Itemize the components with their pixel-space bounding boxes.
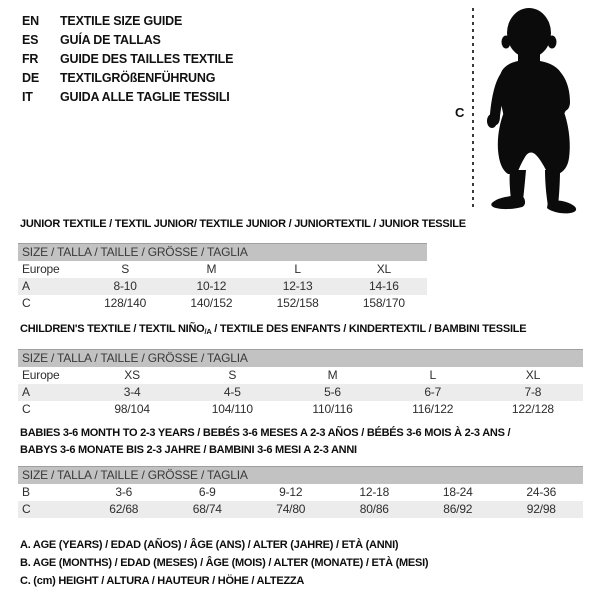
- table-row: [18, 278, 427, 295]
- height-cell: 86/92: [443, 502, 473, 516]
- junior-section-heading: JUNIOR TEXTILE / TEXTIL JUNIOR/ TEXTILE JUNIOR / JUNIORTEXTIL / JUNIOR TESSILE: [20, 218, 466, 230]
- children-size-table: [18, 349, 583, 418]
- age-cell: 14-16: [369, 279, 399, 293]
- age-cell: 10-12: [196, 279, 227, 293]
- height-cell: 62/68: [109, 502, 139, 516]
- height-cell: 116/122: [412, 402, 454, 416]
- language-code: FR: [22, 52, 39, 66]
- height-measure-label: C: [455, 105, 465, 120]
- baby-silhouette-image: [482, 4, 594, 214]
- babies-size-table: [18, 466, 583, 518]
- height-cell: 158/170: [362, 296, 405, 310]
- language-code: IT: [22, 90, 33, 104]
- table-row: [18, 261, 427, 278]
- babies-heading-line2: BABYS 3-6 MONATE BIS 2-3 JAHRE / BAMBINI 3-6 MESI A 2-3 ANNI: [20, 444, 357, 456]
- row-label: Europe: [22, 368, 60, 382]
- row-label: C: [22, 502, 31, 516]
- age-cell: 7-8: [524, 385, 542, 399]
- row-label: Europe: [22, 262, 60, 276]
- footnote-age-years: A. AGE (YEARS) / EDAD (AÑOS) / ÂGE (ANS) / ALTER (JAHRE) / ETÀ (ANNI): [20, 539, 399, 551]
- language-title: GUÍA DE TALLAS: [60, 33, 161, 47]
- size-cell: L: [294, 262, 301, 276]
- height-cell: 152/158: [276, 296, 319, 310]
- children-heading-post: / TEXTILE DES ENFANTS / KINDERTEXTIL / BAMBINI TESSILE: [211, 323, 527, 335]
- children-section-heading: [20, 321, 526, 340]
- row-label: C: [22, 402, 31, 416]
- size-cell: S: [228, 368, 237, 382]
- age-cell: 9-12: [279, 485, 303, 499]
- junior-size-header-bar: SIZE / TALLA / TAILLE / GRÖSSE / TAGLIA: [18, 243, 427, 261]
- language-code: EN: [22, 14, 39, 28]
- age-cell: 8-10: [113, 279, 137, 293]
- babies-size-header-bar: SIZE / TALLA / TAILLE / GRÖSSE / TAGLIA: [18, 466, 583, 484]
- size-cell: L: [429, 368, 436, 382]
- age-cell: 18-24: [442, 485, 473, 499]
- table-row: [18, 484, 583, 501]
- table-row: [18, 401, 583, 418]
- babies-heading-line1: BABIES 3-6 MONTH TO 2-3 YEARS / BEBÉS 3-6 MESES A 2-3 AÑOS / BÉBÉS 3-6 MOIS À 2-3 ANS /: [20, 427, 511, 439]
- footnote-height-cm: C. (cm) HEIGHT / ALTURA / HAUTEUR / HÖHE / ALTEZZA: [20, 575, 305, 587]
- height-cell: 140/152: [190, 296, 233, 310]
- height-cell: 74/80: [276, 502, 306, 516]
- children-heading-subscript: /A: [204, 327, 212, 336]
- language-title-list: [22, 12, 233, 107]
- age-cell: 12-13: [282, 279, 313, 293]
- table-row: [18, 367, 583, 384]
- language-row-de: [22, 69, 233, 88]
- age-cell: 3-4: [123, 385, 141, 399]
- language-code: ES: [22, 33, 39, 47]
- height-cell: 68/74: [192, 502, 222, 516]
- children-heading-pre: CHILDREN'S TEXTILE / TEXTIL NIÑO: [20, 323, 205, 335]
- height-cell: 122/128: [511, 402, 554, 416]
- size-cell: XS: [124, 368, 140, 382]
- language-title: TEXTILGRÖßENFÜHRUNG: [60, 71, 216, 85]
- height-cell: 104/110: [211, 402, 253, 416]
- size-cell: S: [121, 262, 130, 276]
- size-cell: M: [206, 262, 217, 276]
- age-cell: 5-6: [324, 385, 341, 399]
- language-row-en: [22, 12, 233, 31]
- height-measure-line: [472, 8, 474, 208]
- language-title: TEXTILE SIZE GUIDE: [60, 14, 183, 28]
- language-row-it: [22, 88, 233, 107]
- size-cell: XL: [525, 368, 541, 382]
- language-row-es: [22, 31, 233, 50]
- size-cell: XL: [376, 262, 392, 276]
- language-code: DE: [22, 71, 39, 85]
- size-cell: M: [327, 368, 338, 382]
- table-row: [18, 384, 583, 401]
- height-cell: 80/86: [359, 502, 389, 516]
- age-cell: 6-9: [198, 485, 216, 499]
- footnote-legend: [20, 536, 428, 590]
- height-cell: 110/116: [312, 402, 353, 416]
- junior-size-table: [18, 243, 427, 312]
- row-label: A: [22, 279, 30, 293]
- age-cell: 24-36: [526, 485, 557, 499]
- language-title: GUIDE DES TAILLES TEXTILE: [60, 52, 234, 66]
- row-label: B: [22, 485, 30, 499]
- age-cell: 3-6: [115, 485, 133, 499]
- age-cell: 6-7: [424, 385, 442, 399]
- row-label: A: [22, 385, 30, 399]
- children-size-header-bar: SIZE / TALLA / TAILLE / GRÖSSE / TAGLIA: [18, 349, 583, 367]
- table-row: [18, 501, 583, 518]
- height-cell: 128/140: [104, 296, 147, 310]
- height-cell: 98/104: [114, 402, 150, 416]
- height-cell: 92/98: [526, 502, 556, 516]
- age-cell: 12-18: [359, 485, 390, 499]
- babies-section-heading: [20, 425, 510, 459]
- language-title: GUIDA ALLE TAGLIE TESSILI: [60, 90, 230, 104]
- age-cell: 4-5: [223, 385, 241, 399]
- table-row: [18, 295, 427, 312]
- language-row-fr: [22, 50, 233, 69]
- row-label: C: [22, 296, 31, 310]
- footnote-age-months: B. AGE (MONTHS) / EDAD (MESES) / ÂGE (MOIS) / ALTER (MONATE) / ETÀ (MESI): [20, 557, 429, 569]
